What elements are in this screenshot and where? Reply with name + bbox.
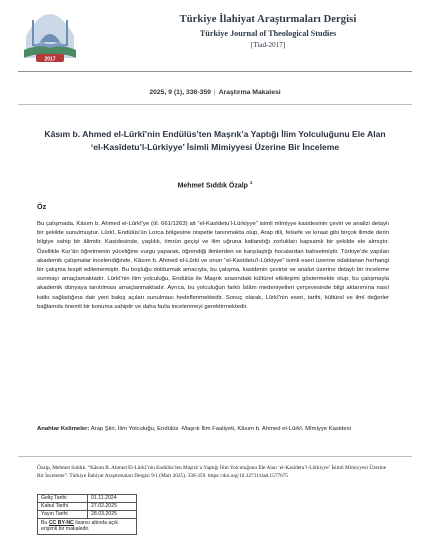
date-label: Yayın Tarihi [38,511,88,518]
journal-header [18,8,412,64]
keywords-text: Arap Şiiri, İlim Yolculuğu, Endülüs -Maşrık İlim Faaliyeti, Kâsım b. Ahmed el-Lûrkî, Mîmiyye Kasidesi [90,426,351,432]
journal-subtitle: Türkiye Journal of Theological Studies [199,29,337,38]
author-line [18,180,412,189]
logo-year: 2017 [44,56,56,63]
date-value: 01.11.2024 [91,495,117,501]
author-name: Mehmet Sıddık Özalp [177,182,248,190]
keywords [37,425,389,434]
journal-logo [18,8,82,64]
header-divider [18,71,412,72]
date-row-received [38,495,136,503]
mosque-logo-icon [18,8,82,64]
license-suffix: lisansı altında açık erişimli bir makaledir. [41,520,119,533]
license-link[interactable]: CC BY-NC [48,520,74,526]
date-row-published [38,511,136,519]
citation-divider [18,456,412,457]
license-prefix: Bu [41,520,48,526]
date-label: Geliş Tarihi [38,495,88,502]
volume-pages: 2025, 9 (1), 336-359 [149,89,211,96]
issue-separator: | [213,89,216,96]
abstract-heading: Öz [37,202,47,211]
license-note [38,519,136,534]
issue-divider [18,104,412,105]
author-footnote-mark[interactable]: 1 [249,180,253,185]
keywords-label: Anahtar Kelimeler: [37,426,90,432]
dates-box [37,494,137,535]
issue-line [18,89,412,96]
article-title: Kâsım b. Ahmed el-Lûrkî’nin Endülüs’ten Maşrık’a Yaptığı İlim Yolculuğunu Ele Alan ‘el-Kasîdetu’l-Lûrkiyye’ İsimli Mimiyyesi Üzerine Bir İnceleme [44,129,386,152]
date-row-accepted [38,503,136,511]
date-value: 28.03.2025 [91,511,117,517]
abstract-text: Bu çalışmada, Kâsım b. Ahmed el-Lûrkî’ye (öl. 661/1263) ait “el-Kasîdetu’l-Lûrkiyye” isimli mîmiyye kasidesinin çeviri ve analizi detaylı bir şekilde sunulmuştur. Lûrkî, Endülüs’ün Lorca bölgesine nispetle tanınmakta olup, Arap dili, felsefe ve kıraat gibi birçok ilimde derin bilgiye sahip bir âlimdir. Kasidesinde, yaşlılık, ömrün geçişi ve ilim uğruna katlandığı zorlukları kapsamlı bir şekilde ele almıştır. Özellikle Kur’ân öğretmenin yüceliğine vurgu yaparak, öğrendiği ilimlerden ve karşılaştığı hocalardan bahsetmiştir. Türkiye’de yapılan akademik çalışmalar incelendiğinde, Kâsım b. Ahmed el-Lûrkî ve onun “el-Kasîdetu’l-Lûrkiyye” isimli eseri üzerine odaklanan herhangi bir çalışma tespit edilememiştir. Bu boşluğu doldurmak amacıyla, bu çalışma, kasidenin çevirisi ve analizi üzerine detaylı bir inceleme sunmayı amaçlamaktadır. Lûrkî’nin ilim yolculuğu, Endülüs ile Maşrık arasındaki kültürel etkileşimi göstermekte olup, bu çalışmayla akademik dünyaya tanıtılması amaçlanmaktadır. Ayrıca, bu yolculuğun farklı İslâm medeniyetleri çerçevesinde bilgi aktarımına nasıl katkı sağladığına dair yeni bakış açıları sunulması hedeflenmektedir. Sonuç olarak, Lûrkî’nin eseri, tarihi, kültürel ve ilmî değerler bağlamda önemli bir konuma sahiptir ve daha fazla incelenmeyi gerektirmektedir. [37,221,389,310]
date-label: Kabul Tarihi [38,503,88,510]
date-value: 27.02.2025 [91,503,117,509]
journal-code: [Tiad-2017] [250,41,286,49]
journal-title: Türkiye İlahiyat Araştırmaları Dergisi [179,14,357,25]
article-type: Araştırma Makalesi [218,89,281,96]
citation-text[interactable]: Özalp, Mehmet Sıddık. “Kâsım B. Ahmed El-Lûrkî’nin Endülüs’ten Maşrık’a Yaptığı İlim Yolculuğunu Ele Alan ‘el-Kasîdetu’l-Lûrkiyye’ İsimli Mimiyyesi Üzerine Bir İnceleme”. Türkiye İlahiyat Araştırmaları Dergisi 9/1 (Mart 2025), 336-359. https://doi.org/10.32711/tiad.1577675 [37,465,387,479]
